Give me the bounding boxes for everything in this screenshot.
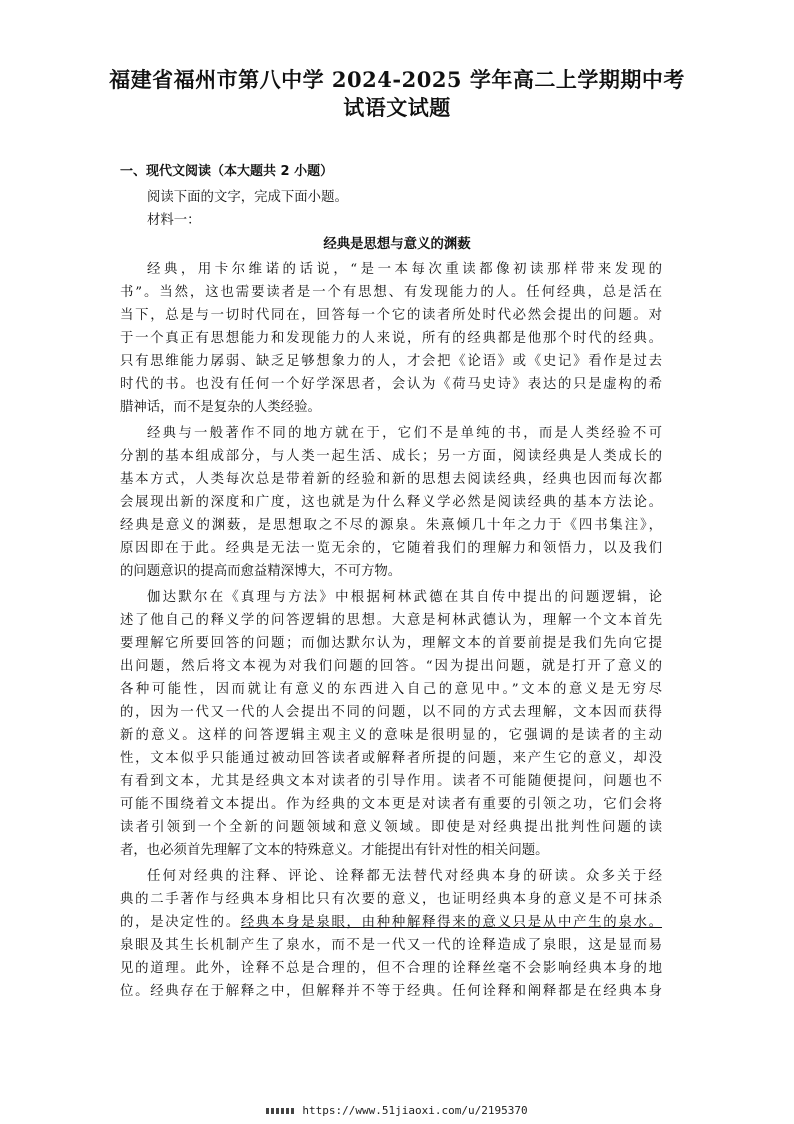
document-title: [100, 66, 694, 122]
paragraph-line: 位。经典存在于解释之中，但解释并不等于经典。任何诠释和阐释都是在经典本身: [120, 984, 662, 999]
footer-dots-icon: [266, 1108, 296, 1114]
paragraph-line: 各种可能性，因而就让有意义的东西进入自己的意见中。”文本的意义是无穷尽: [120, 682, 662, 697]
paragraph-line: 会展现出新的深度和广度，这也就是为什么释义学必然是阅读经典的基本方法论。: [120, 495, 662, 510]
paragraph-line: 的问题意识的提高而愈益精深博大，不可方物。: [120, 564, 402, 579]
paragraph-line: 原因即在于此。经典是无法一览无余的，它随着我们的理解力和领悟力，以及我们: [120, 541, 662, 556]
paragraph-line: 读者引领到一个全新的问题领域和意义领域。即使是对经典提出批判性问题的读: [120, 820, 662, 835]
footer: [0, 1104, 794, 1117]
paragraph-line: 见的道理。此外，诠释不总是合理的，但不合理的诠释丝毫不会影响经典本身的地: [120, 961, 662, 976]
paragraph-line: 于一个真正有思想能力和发现能力的人来说，所有的经典都是他那个时代的经典。: [120, 331, 662, 346]
paragraph-line: 分割的基本组成部分，与人类一起生活、成长；另一方面，阅读经典是人类成长的: [120, 449, 662, 464]
paragraph-line: 述了他自己的释义学的问答逻辑的思想。大意是柯林武德认为，理解一个文本首先: [120, 613, 662, 628]
paragraph-line: 者，也必须首先理解了文本的特殊意义。才能提出有针对性的相关问题。: [120, 843, 549, 858]
paragraph-line: 时代的书。也没有任何一个好学深思者，会认为《荷马史诗》表达的只是虚构的希: [120, 377, 662, 392]
paragraph-line: 要理解它所要回答的问题；而伽达默尔认为，理解文本的首要前提是我们先向它提: [120, 636, 662, 651]
instructions: 阅读下面的文字，完成下面小题。: [147, 190, 348, 205]
paragraph-line: [120, 915, 662, 931]
paragraph-line: 经典，用卡尔维诺的话说，“是一本每次重读都像初读那样带来发现的: [147, 262, 662, 277]
paragraph-line: 只有思维能力孱弱、缺乏足够想象力的人，才会把《论语》或《史记》看作是过去: [120, 354, 662, 369]
paragraph-line: 腊神话，而不是复杂的人类经验。: [120, 400, 321, 415]
paragraph-line: 当下，总是与一切时代同在，回答每一个它的读者所处时代必然会提出的问题。对: [120, 308, 662, 323]
paragraph-line: 典的二手著作与经典本身相比只有次要的意义，也证明经典本身的意义是不可抹杀: [120, 892, 662, 907]
paragraph-line: 经典是意义的渊薮，是思想取之不尽的源泉。朱熹倾几十年之力于《四书集注》，: [120, 518, 662, 533]
paragraph-line: 任何对经典的注释、评论、诠释都无法替代对经典本身的研读。众多关于经: [147, 869, 662, 884]
section-heading: 一、现代文阅读（本大题共 2 小题）: [120, 164, 334, 179]
paragraph-line: 性，文本似乎只能通过被动回答读者或解释者所提的问题，来产生它的意义，却没: [120, 751, 662, 766]
paragraph-line: 伽达默尔在《真理与方法》中根据柯林武德在其自传中提出的问题逻辑，论: [147, 590, 662, 605]
paragraph-line: 新的意义。这样的问答逻辑主观主义的意味是很明显的，它强调的是读者的主动: [120, 728, 662, 743]
material-label: 材料一：: [147, 213, 201, 228]
paragraph-line: 经典与一般著作不同的地方就在于，它们不是单纯的书，而是人类经验不可: [147, 426, 662, 441]
paragraph-line: 书”。当然，这也需要读者是一个有思想、有发现能力的人。任何经典，总是活在: [120, 285, 662, 300]
paragraph-line: 泉眼及其生长机制产生了泉水，而不是一代又一代的诠释造成了泉眼，这是显而易: [120, 938, 662, 953]
footer-url[interactable]: https://www.51jiaoxi.com/u/2195370: [302, 1104, 528, 1117]
paragraph-line: 的，因为一代又一代的人会提出不同的问题，以不同的方式去理解，文本因而获得: [120, 705, 662, 720]
paragraph-line: 基本方式，人类每次总是带着新的经验和新的思想去阅读经典，经典也因而每次都: [120, 472, 662, 487]
underlined-sentence: 经典本身是泉眼，由种种解释得来的意义只是从中产生的泉水。: [240, 915, 663, 930]
title-line-1: 福建省福州市第八中学 2024-2025 学年高二上学期期中考: [109, 67, 685, 92]
paragraph-line: 出问题，然后将文本视为对我们问题的回答。“因为提出问题，就是打开了意义的: [120, 659, 662, 674]
article-title: 经典是思想与意义的渊薮: [323, 236, 471, 252]
title-line-2: 试语文试题: [343, 95, 451, 120]
paragraph-line: 有看到文本，尤其是经典文本对读者的引导作用。读者不可能随便提问，问题也不: [120, 774, 662, 789]
paragraph-line: 可能不围绕着文本提出。作为经典的文本更是对读者有重要的引领之功，它们会将: [120, 797, 662, 812]
paragraph-line-segment: 的，是决定性的。: [120, 915, 241, 930]
